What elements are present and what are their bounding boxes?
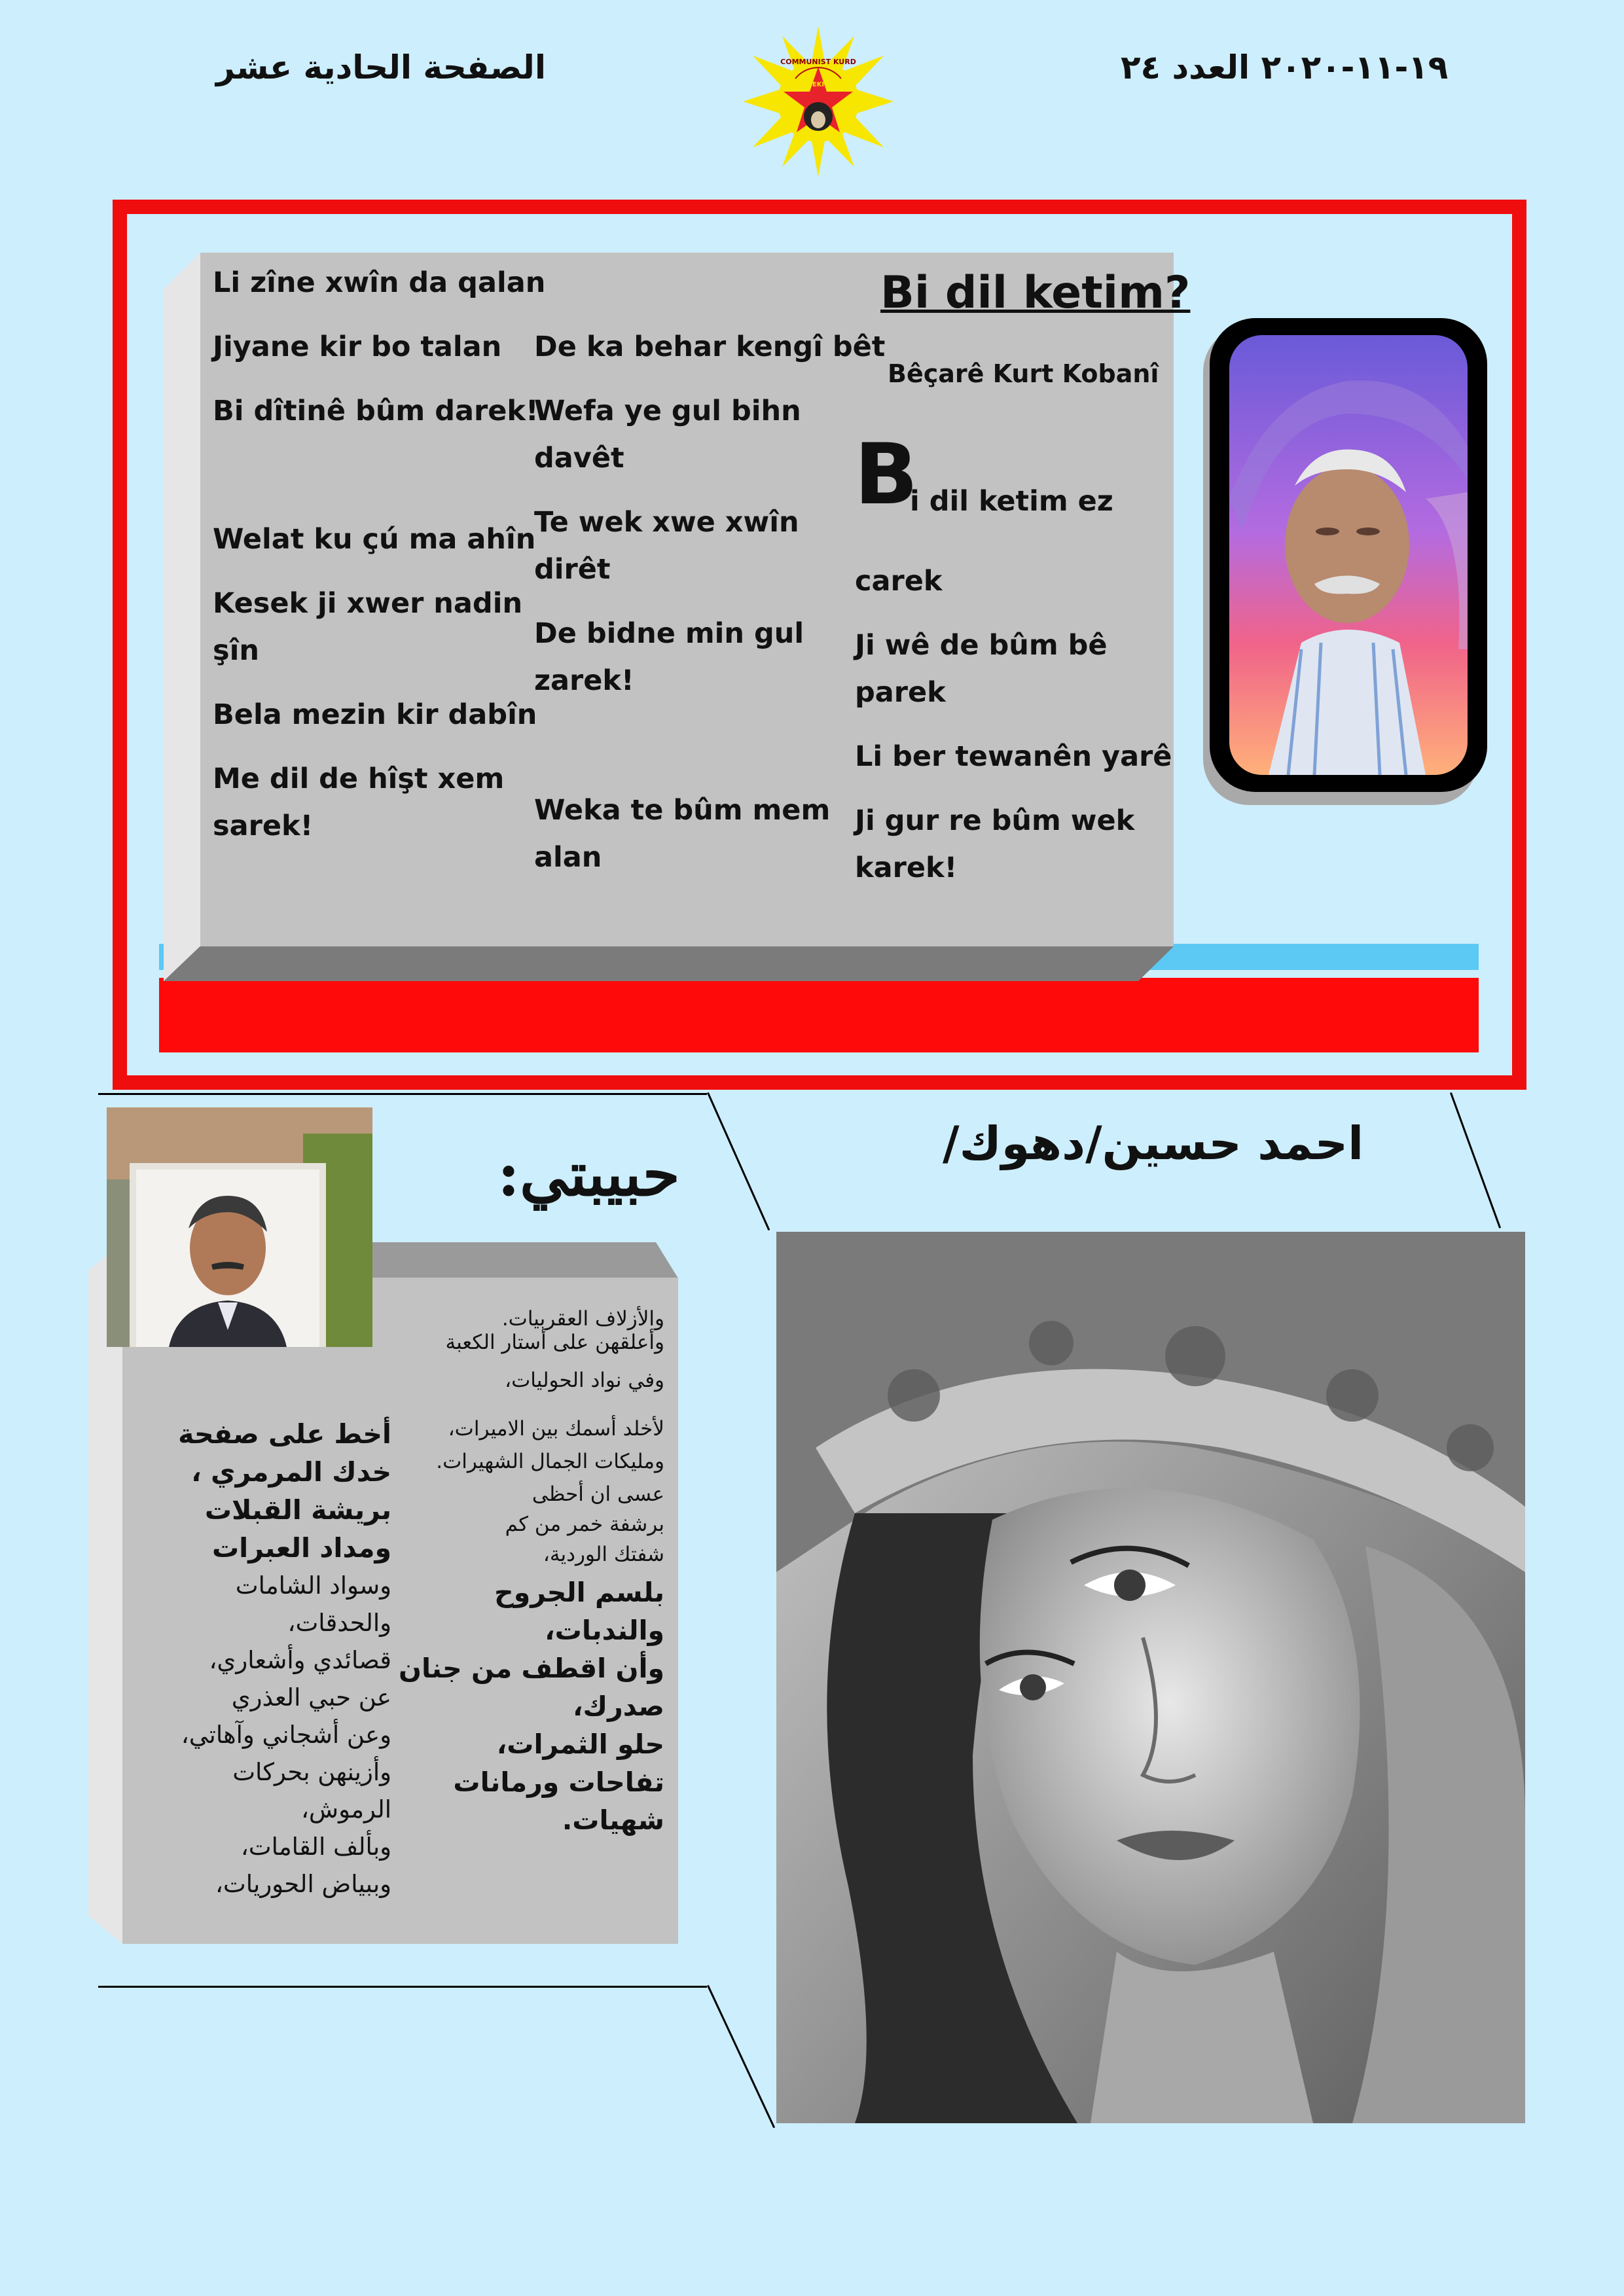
page-number-label: الصفحة الحادية عشر xyxy=(216,48,546,86)
poem-line: Me dil de hîşt xem xyxy=(213,762,505,795)
poem-line: خدك المرمري ، xyxy=(191,1456,391,1488)
poem-line: حلو الثمرات، xyxy=(496,1729,664,1760)
poem-line: وعن أشجاني وآهاتي، xyxy=(181,1721,391,1749)
poem-line: parek xyxy=(855,676,946,709)
poem-line: Jiyane kir bo talan xyxy=(213,331,502,363)
poem-line: Weka te bûm mem xyxy=(534,794,831,827)
kurdish-poem-author: Bêçarê Kurt Kobanî xyxy=(888,359,1159,388)
poem-line: karek! xyxy=(855,852,958,884)
poem-line: والندبات، xyxy=(545,1615,664,1646)
poem-line: الرموش، xyxy=(300,1795,391,1823)
divider-line xyxy=(707,1092,770,1230)
poem-line: Wefa ye gul bihn xyxy=(534,395,801,427)
poem-line: Welat ku çú ma ahîn xyxy=(213,523,536,556)
poem-line: بلسم الجروح xyxy=(494,1577,664,1608)
poem-line: برشفة خمر من كم xyxy=(505,1513,664,1536)
poem-line: ومليكات الجمال الشهيرات. xyxy=(436,1450,664,1473)
poem-line: şîn xyxy=(213,634,259,667)
poem-line: لأخلد أسمك بين الاميرات، xyxy=(448,1417,664,1441)
poem-line: De ka behar kengî bêt xyxy=(534,331,886,363)
poem-line: عسى ان أحظى xyxy=(532,1482,664,1506)
poem-line: alan xyxy=(534,841,602,874)
poem-line: وأن اقطف من جنان xyxy=(399,1653,664,1684)
communist-kurd-logo xyxy=(743,26,893,177)
poem-line: dirêt xyxy=(534,553,611,586)
poem-line: والأزلاف العقربيات. xyxy=(501,1307,664,1331)
poem-line: صدرك، xyxy=(572,1691,664,1722)
poem-line: Ji gur re bûm wek xyxy=(855,804,1135,837)
divider-line xyxy=(1450,1092,1501,1229)
logo-ring-text: COMMUNIST KURD xyxy=(780,58,856,66)
poem-line: Li ber tewanên yarê xyxy=(855,740,1172,773)
poem-line: De bidne min gul xyxy=(534,617,804,650)
poem-line: zarek! xyxy=(534,664,634,697)
poem-line: قصائدي وأشعاري، xyxy=(209,1646,391,1674)
poem-line: شهيات. xyxy=(562,1804,664,1836)
author-photo-kurdish xyxy=(1229,335,1468,775)
poem-line: Bi dîtinê bûm darek! xyxy=(213,395,539,427)
divider-line xyxy=(707,1985,775,2128)
kurdish-poem-title: Bi dil ketim? xyxy=(880,267,1191,319)
poem-line: sarek! xyxy=(213,810,314,842)
divider-line xyxy=(98,1986,707,1988)
panel-bevel-bottom xyxy=(164,946,1174,981)
poem-line: Li zîne xwîn da qalan xyxy=(213,266,546,299)
poem-line: بريشة القبلات xyxy=(204,1494,391,1526)
issue-date: ١٩-١١-٢٠٢٠ العدد ٢٤ xyxy=(1121,48,1449,86)
arabic-poem-title: حبيبتي: xyxy=(497,1139,680,1210)
poem-line: وسواد الشامات xyxy=(235,1571,391,1600)
poem-line: وببياض الحوريات، xyxy=(215,1870,391,1898)
poem-line: Kesek ji xwer nadin xyxy=(213,587,523,620)
poem-line: عن حبي العذري xyxy=(231,1683,391,1712)
poem-line: أخط على صفحة xyxy=(178,1418,391,1450)
panel-bevel-left xyxy=(164,253,200,981)
poem-line: i dil ketim ez xyxy=(910,485,1113,518)
poem-line: ومداد العبرات xyxy=(211,1532,391,1564)
divider-line xyxy=(98,1093,707,1095)
poem-line: Bela mezin kir dabîn xyxy=(213,698,537,731)
red-accent-bar xyxy=(159,978,1479,1052)
arabic-panel-bevel-left xyxy=(88,1242,122,1944)
poem-line: Te wek xwe xwîn xyxy=(534,506,799,539)
poem-line: وفي نواد الحوليات، xyxy=(505,1369,664,1392)
poem-line: Ji wê de bûm bê xyxy=(855,629,1108,662)
poem-line: davêt xyxy=(534,442,624,475)
poem-line: وأعلقهن على أستار الكعبة xyxy=(445,1331,664,1354)
poem-line: carek xyxy=(855,565,943,598)
poem-line: وأزينهن بحركات xyxy=(232,1758,391,1786)
drop-cap: B xyxy=(854,426,918,524)
author-photo-arabic xyxy=(107,1107,372,1347)
logo-inner-text: NEKIN xyxy=(806,81,830,88)
woman-portrait-drawing xyxy=(776,1232,1525,2123)
poem-line: وبألف القامات، xyxy=(240,1833,391,1861)
arabic-poem-author: احمد حسين/دهوك/ xyxy=(943,1117,1364,1170)
poem-line: تفاحات ورمانات xyxy=(453,1767,664,1798)
poem-line: والحدقات، xyxy=(287,1609,391,1637)
poem-line: شفتك الوردية، xyxy=(543,1543,664,1566)
